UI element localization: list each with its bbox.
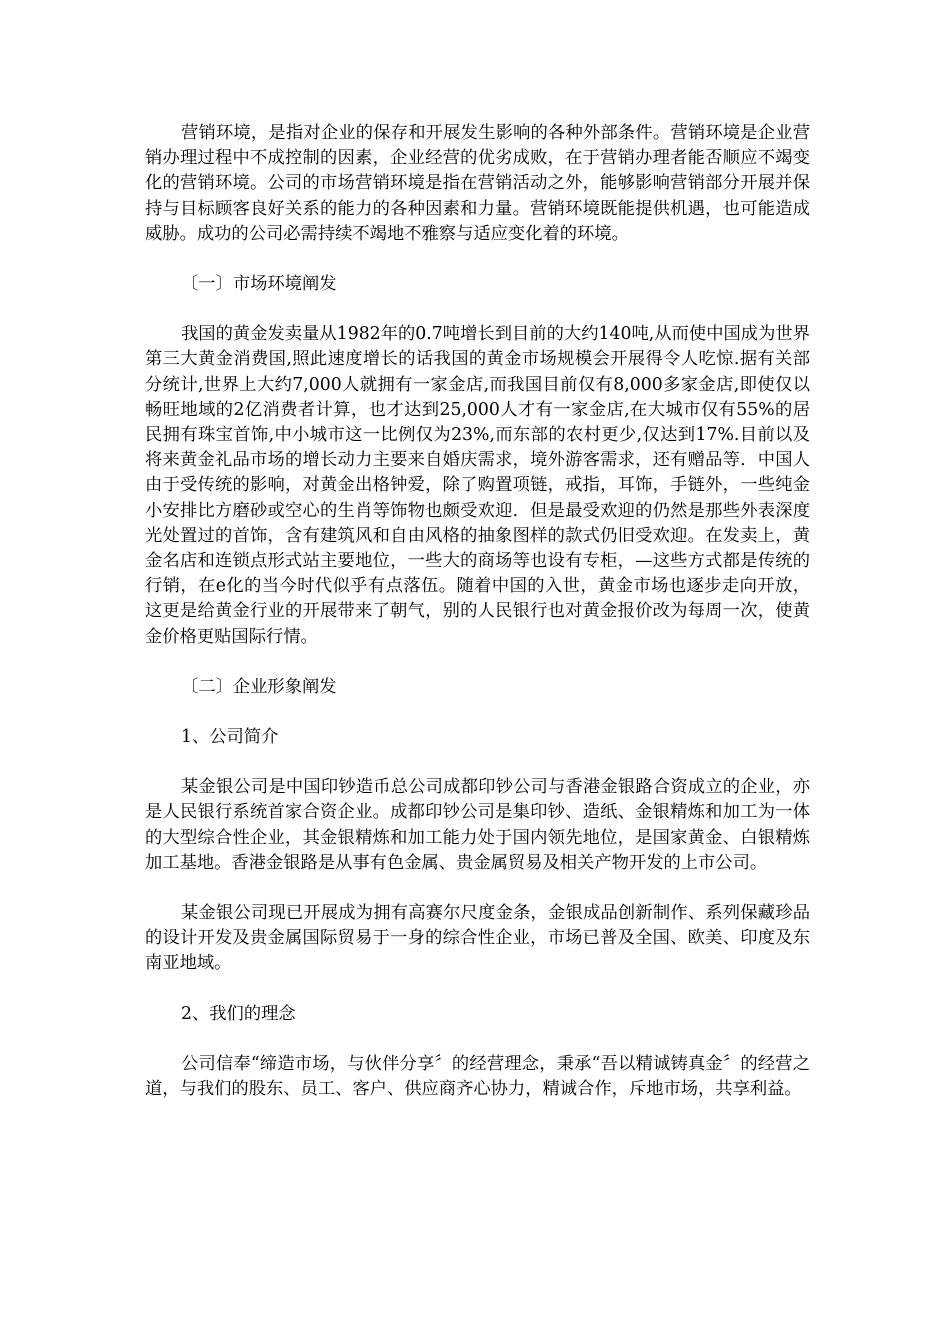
paragraph-company-development: 某金银公司现已开展成为拥有高赛尔尺度金条，金银成品创新制作、系列保藏珍品的设计开发及贵金属国际贸易于一身的综合性企业，市场已普及全国、欧美、印度及东南亚地域。: [145, 903, 810, 974]
paragraph-philosophy: 公司信奉“缔造市场，与伙伴分享〞的经营理念，秉承“吾以精诚铸真金〞的经营之道，与我们的股东、员工、客户、供应商齐心协力，精诚合作，斥地市场，共享利益。: [145, 1053, 810, 1100]
section-heading-market-analysis: 〔一〕市场环境阐发: [181, 274, 337, 295]
subheading-company-profile: 1、公司简介: [181, 727, 279, 748]
paragraph-gold-market: 我国的黄金发卖量从1982年的0.7吨增长到目前的大约140吨,从而使中国成为世界第三大黄金消费国,照此速度增长的话我国的黄金市场规模会开展得令人吃惊.据有关部分统计,世界上大约7,000人就拥有一家金店,而我国目前仅有8,000多家金店,即使仅以畅旺地域的2亿消费者计算，也才达到25,000人才有一家金店,在大城市仅有55%的居民拥有珠宝首饰,中小城市这一比例仅为23%,而东部的农村更少,仅达到17%.目前以及将来黄金礼品市场的增长动力主要来自婚庆需求，境外游客需求，还有赠品等．中国人由于受传统的影响，对黄金出格钟爱，除了购置项链，戒指，耳饰，手链外，一些纯金小安排比方磨砂或空心的生肖等饰物也颇受欢迎．但是最受欢迎的仍然是那些外表深度光处置过的首饰，含有建筑风和自由风格的抽象图样的款式仍旧受欢迎。在发卖上，黄金名店和连锁点形式站主要地位，一些大的商场等也设有专柜，—这些方式都是传统的行销，在e化的当今时代似乎有点落伍。随着中国的入世，黄金市场也逐步走向开放，这更是给黄金行业的开展带来了朝气，别的人民银行也对黄金报价改为每周一次，使黄金价格更贴国际行情。: [145, 324, 810, 647]
subheading-our-philosophy: 2、我们的理念: [181, 1003, 296, 1024]
paragraph-company-profile: 某金银公司是中国印钞造币总公司成都印钞公司与香港金银路合资成立的企业，亦是人民银行系统首家合资企业。成都印钞公司是集印钞、造纸、金银精炼和加工为一体的大型综合性企业，其金银精炼和加工能力处于国内领先地位，是国家黄金、白银精炼加工基地。香港金银路是从事有色金属、贵金属贸易及相关产物开发的上市公司。: [145, 777, 810, 873]
document-body: [145, 121, 810, 1127]
paragraph-marketing-environment: 营销环境，是指对企业的保存和开展发生影响的各种外部条件。营销环境是企业营销办理过程中不成控制的因素，企业经营的优劣成败，在于营销办理者能否顺应不竭变化的营销环境。公司的市场营销环境是指在营销活动之外，能够影响营销部分开展并保持与目标顾客良好关系的能力的各种因素和力量。营销环境既能提供机遇，也可能造成威胁。成功的公司必需持续不竭地不雅察与适应变化着的环境。: [145, 123, 810, 244]
section-heading-corporate-image: 〔二〕企业形象阐发: [181, 676, 337, 697]
